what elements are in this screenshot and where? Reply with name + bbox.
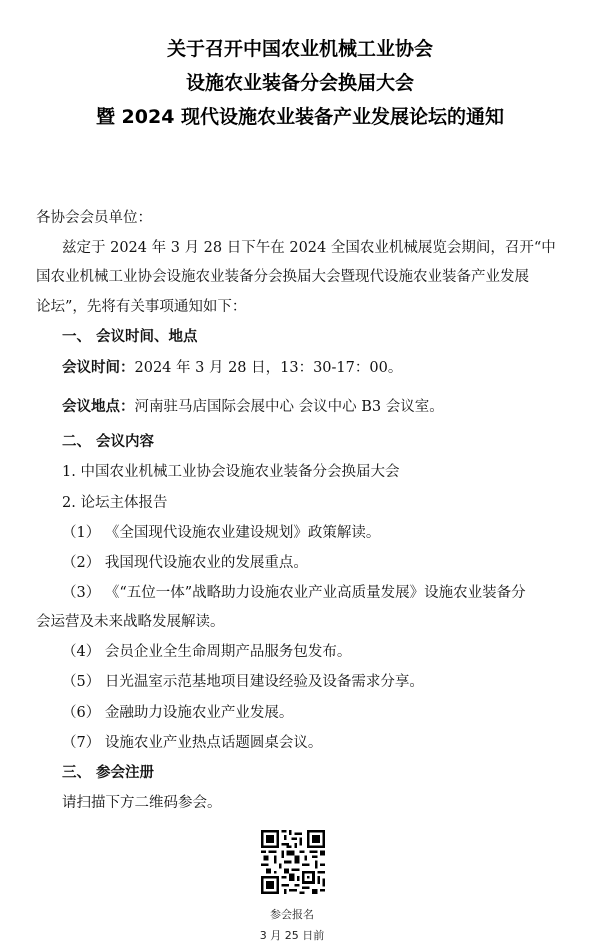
section3-heading: 三、 参会注册	[62, 765, 155, 781]
title-line-1: 关于召开中国农业机械工业协会	[166, 38, 433, 60]
meeting-place	[62, 395, 444, 416]
section2-heading: 二、 会议内容	[62, 434, 155, 450]
register-instruction: 请扫描下方二维码参会。	[62, 795, 222, 811]
report-3-line-2: 会运营及未来战略发展解读。	[36, 614, 225, 630]
meeting-place-value: 河南驻马店国际会展中心 会议中心 B3 会议室。	[134, 399, 444, 415]
qr-caption-title: 参会报名	[270, 908, 314, 921]
content-item-2: 2. 论坛主体报告	[62, 495, 168, 511]
intro-line-3: 论坛”，先将有关事项通知如下：	[36, 299, 247, 315]
report-1: （1） 《全国现代设施农业建设规划》政策解读。	[62, 525, 381, 541]
qr-code-icon[interactable]	[261, 830, 325, 894]
report-4: （4） 会员企业全生命周期产品服务包发布。	[62, 644, 352, 660]
content-item-1: 1. 中国农业机械工业协会设施农业装备分会换届大会	[62, 464, 400, 480]
section1-heading: 一、 会议时间、地点	[62, 329, 198, 345]
salutation: 各协会会员单位：	[36, 210, 152, 226]
intro-line-2: 国农业机械工业协会设施农业装备分会换届大会暨现代设施农业装备产业发展	[36, 269, 529, 285]
meeting-time-label: 会议时间：	[62, 360, 135, 376]
qr-caption-deadline: 3 月 25 日前	[259, 929, 325, 942]
report-2: （2） 我国现代设施农业的发展重点。	[62, 555, 308, 571]
report-7: （7） 设施农业产业热点话题圆桌会议。	[62, 735, 323, 751]
meeting-place-label: 会议地点：	[62, 399, 135, 415]
meeting-time	[62, 356, 402, 377]
title-line-3: 暨 2024 现代设施农业装备产业发展论坛的通知	[95, 106, 505, 128]
intro-line-1: 兹定于 2024 年 3 月 28 日下午在 2024 全国农业机械展览会期间，召开“中	[62, 240, 556, 256]
report-6: （6） 金融助力设施农业产业发展。	[62, 705, 294, 721]
report-5: （5） 日光温室示范基地项目建设经验及设备需求分享。	[62, 674, 424, 690]
title-line-2: 设施农业装备分会换届大会	[185, 72, 414, 94]
meeting-time-value: 2024 年 3 月 28 日，13：30-17：00。	[134, 360, 403, 376]
report-3-line-1: （3） 《“五位一体”战略助力设施农业产业高质量发展》设施农业装备分	[62, 585, 526, 601]
